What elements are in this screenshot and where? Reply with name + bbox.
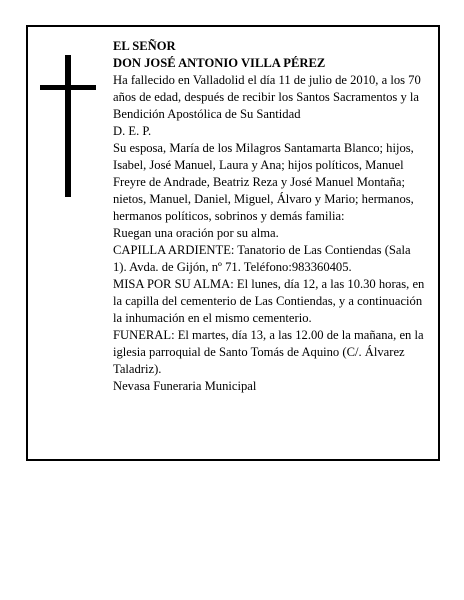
funeral-info: FUNERAL: El martes, día 13, a las 12.00 de la mañana, en la iglesia parroquial de Santo Tomás de Aquino (C/. Álvarez Taladriz). bbox=[113, 328, 424, 376]
funeral-home: Nevasa Funeraria Municipal bbox=[113, 379, 257, 393]
prayer-request: Ruegan una oración por su alma. bbox=[113, 226, 279, 240]
mass-info: MISA POR SU ALMA: El lunes, día 12, a las 10.30 horas, en la capilla del cementerio de Las Contiendas, y a continuación la inhumación en el mismo cementerio. bbox=[113, 277, 425, 325]
family-list: Su esposa, María de los Milagros Santamarta Blanco; hijos, Isabel, José Manuel, Laura y Ana; hijos políticos, Manuel Freyre de Andrade, Beatriz Reza y José Manuel Montaña; nietos, Manuel, Daniel, Miguel, Álvaro y Mario; hermanos, hermanos políticos, sobrinos y demás familia: bbox=[113, 141, 414, 223]
rip-line: D. E. P. bbox=[113, 124, 152, 138]
death-announcement: Ha fallecido en Valladolid el día 11 de julio de 2010, a los 70 años de edad, después de recibir los Santos Sacramentos y la Bendición Apostólica de Su Santidad bbox=[113, 73, 421, 121]
title-line-1: EL SEÑOR bbox=[113, 39, 176, 53]
deceased-name: DON JOSÉ ANTONIO VILLA PÉREZ bbox=[113, 56, 326, 70]
chapel-info: CAPILLA ARDIENTE: Tanatorio de Las Contiendas (Sala 1). Avda. de Gijón, nº 71. Teléfono:983360405. bbox=[113, 243, 411, 274]
cross-vertical-bar bbox=[65, 55, 71, 197]
cross-horizontal-bar bbox=[40, 85, 96, 90]
latin-cross-icon bbox=[40, 55, 96, 197]
obituary-text bbox=[113, 38, 425, 395]
